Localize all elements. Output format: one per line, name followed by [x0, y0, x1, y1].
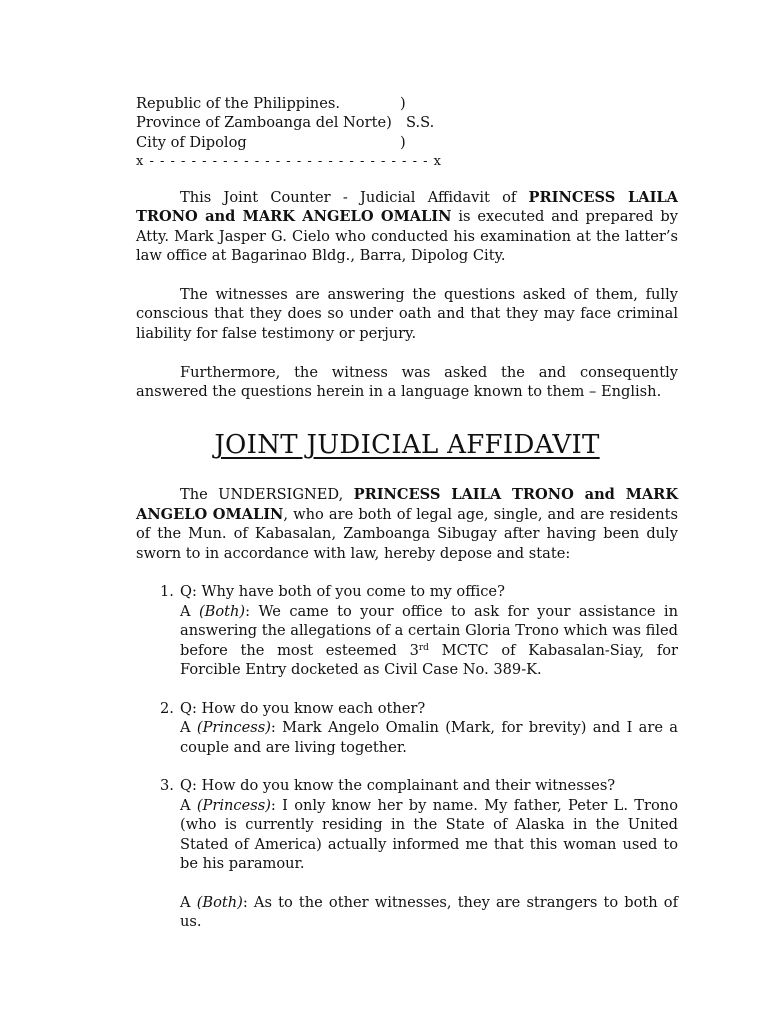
question-item-2 — [136, 699, 678, 757]
question-item-1 — [136, 582, 678, 679]
answer-speaker: (Princess) — [196, 719, 271, 737]
answer-text: A (Princess): I only know her by name. My father, Peter L. Trono (who is currently residing in the State of Alaska in the United Stated of America) actually informed me that this woman used to be his paramour. — [180, 796, 678, 873]
affiants-names: PRINCESS LAILA TRONO and MARK ANGELO OMALIN — [136, 486, 678, 523]
venue-caption — [136, 94, 466, 172]
caption-paren: ) — [400, 133, 406, 151]
intro-paragraph-3: Furthermore, the witness was asked the and consequently answered the questions herein in a language known to them – English. — [136, 363, 678, 401]
intro-paragraph-2: The witnesses are answering the questions asked of them, fully conscious that they does so under oath and that they may face criminal liability for false testimony or perjury. — [136, 286, 678, 342]
intro-paragraph-1: This Joint Counter - Judicial Affidavit of PRINCESS LAILA TRONO and MARK ANGELO OMALIN is executed and prepared by Atty. Mark Jasper G. Cielo who conducted his examination at the latter’s law office at Bagarinao Bldg., Barra, Dipolog City. — [136, 189, 678, 265]
answer-text: A (Both): We came to your office to ask for your assistance in answering the allegations of a certain Gloria Trono which was filed before the most esteemed 3rd MCTC of Kabasalan-Siay, for Forcible Entry docketed as Civil Case No. 389-K. — [180, 602, 678, 679]
document-title: JOINT JUDICIAL AFFIDAVIT — [214, 430, 600, 461]
question-number: 1. — [160, 583, 174, 601]
undersigned-paragraph: The UNDERSIGNED, PRINCESS LAILA TRONO and MARK ANGELO OMALIN, who are both of legal age, single, and are residents of the Mun. of Kabasalan, Zamboanga Sibugay after having been duly sworn to in accordance with law, hereby depose and state: — [136, 486, 679, 562]
caption-line-republic: Republic of the Philippines. ) — [136, 95, 406, 112]
question-text: Q: How do you know each other? — [180, 699, 426, 717]
affiants-names: PRINCESS LAILA TRONO and MARK ANGELO OMALIN — [136, 189, 678, 226]
question-text: Q: How do you know the complainant and their witnesses? — [180, 777, 616, 795]
caption-line-city: City of Dipolog ) — [136, 133, 406, 151]
caption-separator: x - - - - - - - - - - - - - - - - - - - - - - - - - - - x — [136, 154, 442, 170]
question-number: 3. — [160, 777, 174, 795]
caption-line-province: Province of Zamboanga del Norte) S.S. — [136, 114, 435, 132]
affidavit-body — [136, 188, 678, 932]
answer-text: A (Both): As to the other witnesses, they are strangers to both of us. — [180, 893, 678, 931]
question-item-3 — [136, 776, 678, 931]
answer-speaker: (Both) — [198, 602, 246, 620]
question-text: Q: Why have both of you come to my office? — [180, 583, 505, 601]
caption-ss: S.S. — [406, 114, 435, 132]
question-number: 2. — [160, 699, 174, 717]
answer-text: A (Princess): Mark Angelo Omalin (Mark, for brevity) and I are a couple and are living together. — [180, 719, 678, 756]
answer-speaker: (Both) — [196, 893, 243, 911]
caption-paren: ) — [400, 95, 406, 112]
question-list — [136, 582, 678, 931]
answer-speaker: (Princess) — [196, 796, 271, 814]
